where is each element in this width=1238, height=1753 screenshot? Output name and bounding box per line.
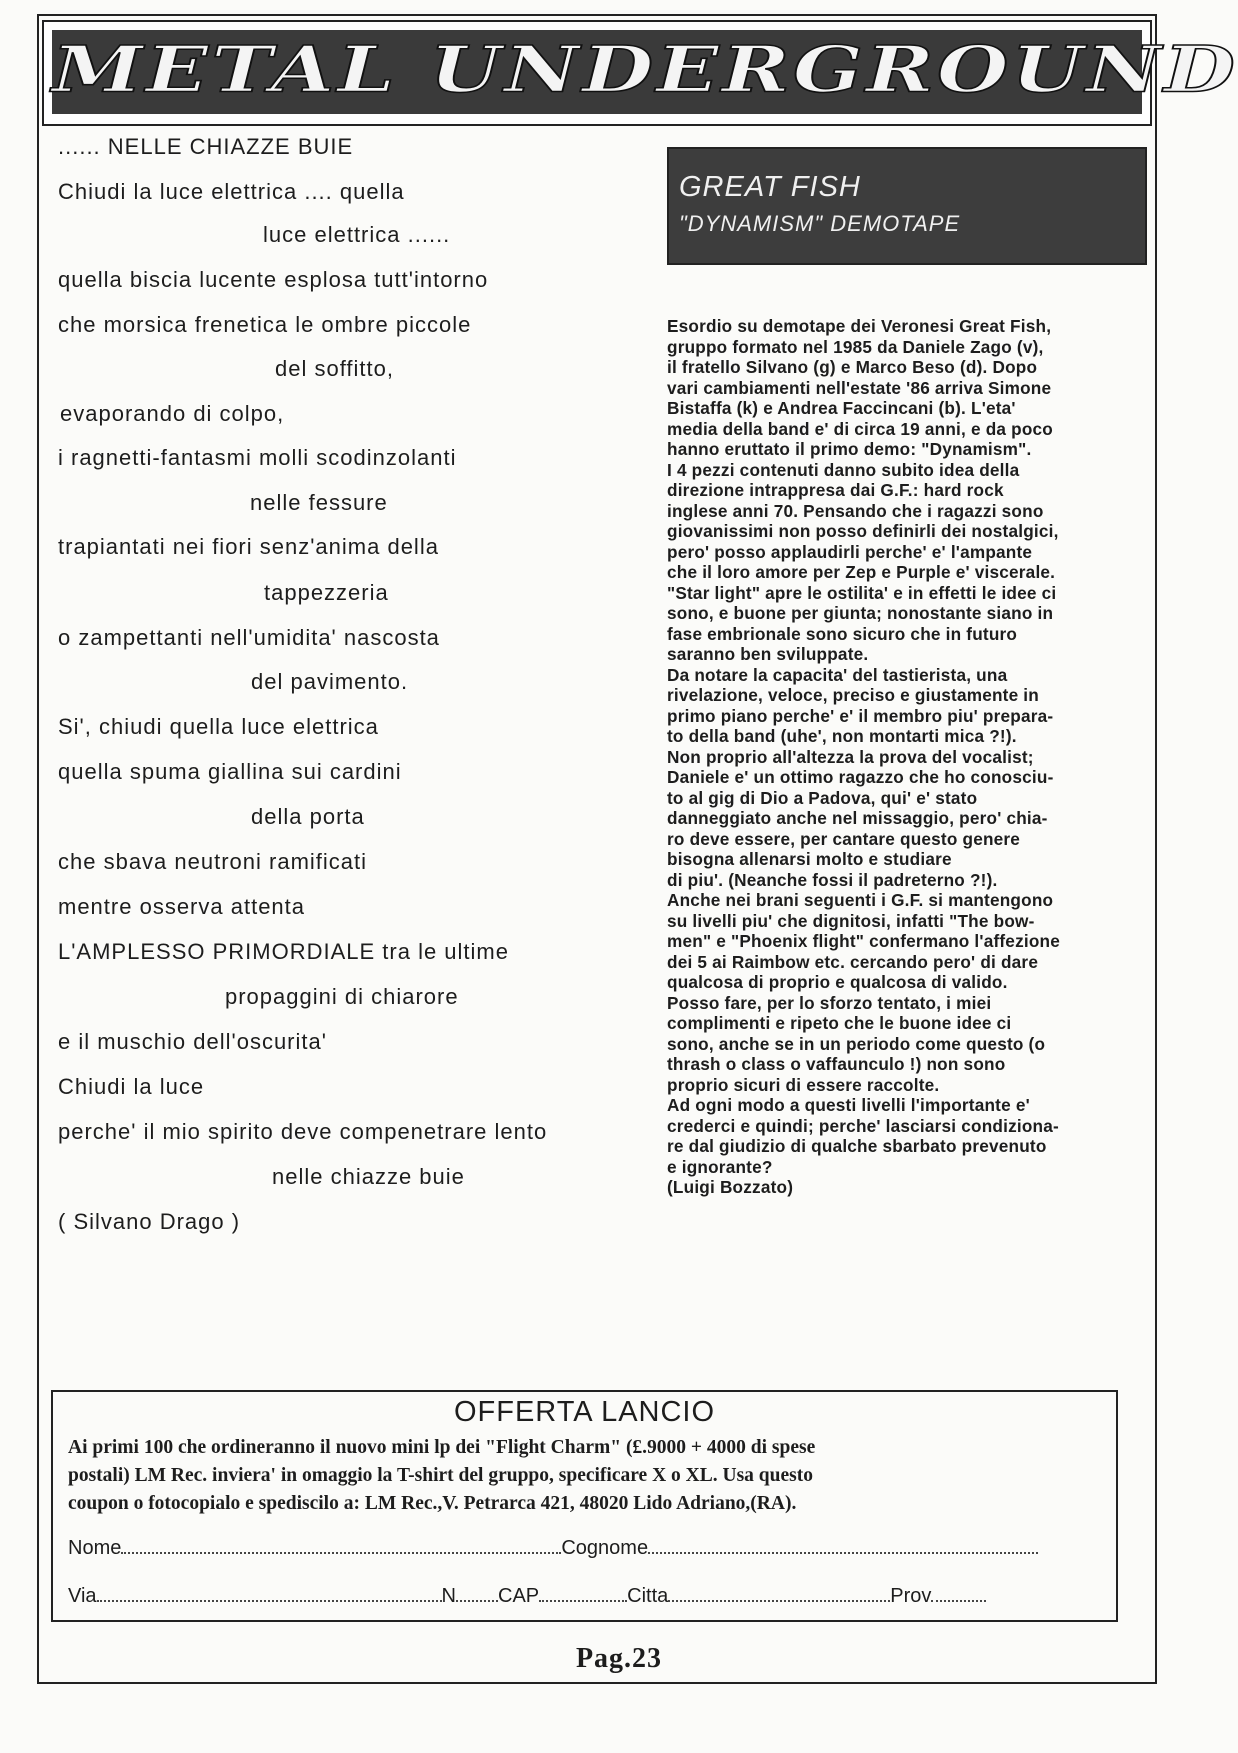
cognome-label: Cognome <box>561 1537 649 1559</box>
poem-line: quella spuma giallina sui cardini <box>58 759 402 784</box>
review-line: danneggiato anche nel missaggio, pero' chia- <box>667 808 1048 828</box>
poem-line: mentre osserva attenta <box>58 894 306 919</box>
via-field[interactable] <box>97 1582 442 1602</box>
review-line: thrash o class o vaffaunculo !) non sono <box>667 1054 1006 1074</box>
coupon-line: Ai primi 100 che ordineranno il nuovo mini lp dei "Flight Charm" (£.9000 + 4000 di spese <box>68 1437 816 1458</box>
review-line: che il loro amore per Zep e Purple e' viscerale. <box>667 562 1056 582</box>
review-line: sono, e buone per giunta; nonostante siano in <box>667 603 1054 623</box>
poem-line: propaggini di chiarore <box>225 984 459 1009</box>
poem-line: e il muschio dell'oscurita' <box>58 1029 327 1054</box>
review-line: fase embrionale sono sicuro che in futuro <box>667 623 1018 644</box>
review-line: giovanissimi non posso definirli dei nostalgici, <box>667 521 1059 541</box>
review-line: crederci e quindi; perche' lasciarsi condiziona- <box>667 1115 1059 1136</box>
poem-line: luce elettrica ...... <box>263 222 451 247</box>
review-line: complimenti e ripeto che le buone idee ci <box>667 1013 1012 1033</box>
review-line: di piu'. (Neanche fossi il padreterno ?!). <box>667 869 998 890</box>
poem-line: Chiudi la luce elettrica .... quella <box>58 179 405 204</box>
review-line: il fratello Silvano (g) e Marco Beso (d). Dopo <box>667 357 1038 377</box>
coupon-title: OFFERTA LANCIO <box>453 1396 716 1428</box>
review-line: su livelli piu' che dignitosi, infatti "The bow- <box>667 910 1035 931</box>
review-line: bisogna allenarsi molto e studiare <box>667 849 952 869</box>
cognome-field[interactable] <box>648 1534 1038 1554</box>
numero-field[interactable] <box>456 1582 498 1602</box>
review-line: qualcosa di proprio e qualcosa di valido. <box>667 972 1008 992</box>
citta-label: Citta <box>627 1585 669 1607</box>
review-line: to al gig di Dio a Padova, qui' e' stato <box>667 787 978 808</box>
poem-line: nelle fessure <box>250 490 388 515</box>
poem-line: o zampettanti nell'umidita' nascosta <box>58 625 440 650</box>
coupon-address-row <box>68 1582 986 1608</box>
page-number: Pag.23 <box>575 1643 663 1674</box>
coupon-name-row <box>68 1534 1038 1560</box>
review-line: I 4 pezzi contenuti danno subito idea della <box>667 459 1020 480</box>
via-label: Via <box>68 1585 97 1607</box>
poem-line: tappezzeria <box>264 580 389 605</box>
poem-line: trapiantati nei fiori senz'anima della <box>58 534 439 559</box>
review-line: inglese anni 70. Pensando che i ragazzi sono <box>667 500 1044 521</box>
poem-line: evaporando di colpo, <box>60 401 285 426</box>
poem-line: che morsica frenetica le ombre piccole <box>58 312 472 337</box>
masthead <box>42 20 1238 126</box>
cap-label: CAP <box>498 1585 540 1607</box>
review-line: Daniele e' un ottimo ragazzo che ho conosciu- <box>667 767 1054 787</box>
cap-field[interactable] <box>539 1582 627 1602</box>
review-line: Bistaffa (k) e Andrea Faccincani (b). L'eta' <box>667 398 1016 418</box>
nome-field[interactable] <box>121 1534 561 1554</box>
prov-field[interactable] <box>931 1582 986 1602</box>
review-line: dei 5 ai Raimbow etc. cercando pero' di dare <box>667 951 1039 972</box>
review-line: rivelazione, veloce, preciso e giustamente in <box>667 685 1039 705</box>
poem-line: ...... NELLE CHIAZZE BUIE <box>58 134 354 159</box>
poem-line: del pavimento. <box>251 669 409 694</box>
review-line: sono, anche se in un periodo come questo (o <box>667 1033 1046 1054</box>
masthead-title: METAL UNDERGROUND <box>52 32 1238 107</box>
review-line: "Star light" apre le ostilita' e in effetti le idee ci <box>667 582 1057 603</box>
review-line: Non proprio all'altezza la prova del vocalist; <box>667 746 1034 767</box>
masthead-banner <box>52 30 1238 114</box>
review-line: media della band e' di circa 19 anni, e da poco <box>667 418 1054 439</box>
poem-line: L'AMPLESSO PRIMORDIALE tra le ultime <box>58 939 509 964</box>
poem-line: del soffitto, <box>275 356 394 381</box>
review-band-name: GREAT FISH <box>679 171 861 203</box>
prov-label: Prov <box>890 1585 932 1607</box>
review-line: saranno ben sviluppate. <box>667 644 869 664</box>
review-subtitle: "DYNAMISM" DEMOTAPE <box>679 211 961 236</box>
review-line: primo piano perche' e' il membro piu' prepara- <box>667 705 1054 726</box>
review-header-box <box>667 147 1147 265</box>
poem-line: della porta <box>251 804 365 829</box>
review-line: vari cambiamenti nell'estate '86 arriva Simone <box>667 377 1052 398</box>
review-line: Ad ogni modo a questi livelli l'importante e' <box>667 1095 1030 1115</box>
poem-line: i ragnetti-fantasmi molli scodinzolanti <box>58 445 457 470</box>
review-line: men" e "Phoenix flight" confermano l'affezione <box>667 931 1060 951</box>
coupon-text <box>68 1434 1108 1518</box>
review-line: to della band (uhe', non montarti mica ?!). <box>667 726 1017 746</box>
coupon-line: postali) LM Rec. inviera' in omaggio la T-shirt del gruppo, specificare X o XL. Usa questo <box>68 1465 813 1486</box>
review-line: proprio sicuri di essere raccolte. <box>667 1074 940 1095</box>
poem-line: nelle chiazze buie <box>272 1164 465 1189</box>
review-line: hanno eruttato il primo demo: "Dynamism". <box>667 439 1032 459</box>
numero-label: N <box>441 1585 456 1607</box>
poem-line: che sbava neutroni ramificati <box>58 849 368 874</box>
review-line: re dal giudizio di qualche sbarbato prevenuto <box>667 1136 1047 1156</box>
review-line: pero' posso applaudirli perche' e' l'ampante <box>667 541 1033 562</box>
review-line: Da notare la capacita' del tastierista, una <box>667 664 1008 685</box>
review-line: ro deve essere, per cantare questo genere <box>667 828 1021 849</box>
review-line: gruppo formato nel 1985 da Daniele Zago (v), <box>667 336 1044 357</box>
poem-line: perche' il mio spirito deve compenetrare lento <box>58 1119 548 1144</box>
poem-line: Chiudi la luce <box>58 1074 205 1099</box>
review-line: Anche nei brani seguenti i G.F. si mantengono <box>667 890 1054 910</box>
poem-author: ( Silvano Drago ) <box>58 1209 241 1234</box>
review-line: direzione intrappresa dai G.F.: hard rock <box>667 480 1004 500</box>
review-line: Esordio su demotape dei Veronesi Great Fish, <box>667 316 1052 336</box>
review-author: (Luigi Bozzato) <box>667 1177 794 1197</box>
coupon-box <box>51 1390 1118 1622</box>
citta-field[interactable] <box>668 1582 890 1602</box>
nome-label: Nome <box>68 1537 122 1559</box>
review-line: Posso fare, per lo sforzo tentato, i miei <box>667 992 992 1013</box>
review-line: e ignorante? <box>667 1156 773 1177</box>
poem-line: Si', chiudi quella luce elettrica <box>58 714 379 739</box>
poem-line: quella biscia lucente esplosa tutt'intorno <box>58 267 489 292</box>
review-body <box>667 316 1137 1198</box>
coupon-line: coupon o fotocopialo e spediscilo a: LM Rec.,V. Petrarca 421, 48020 Lido Adriano,(RA). <box>68 1493 797 1514</box>
